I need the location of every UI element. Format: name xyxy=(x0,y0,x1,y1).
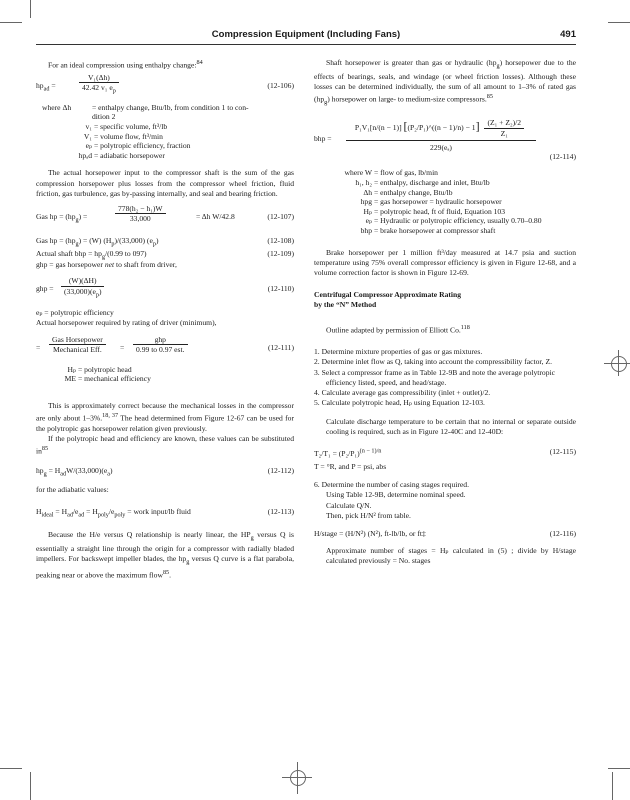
left-paragraph-4: Because the H/e versus Q relationship is nearly linear, the $HP_g$ versus Q is essentially a straight line through the origin for a compressor with radially bladed impellers. For backswept impeller blades, the $hp_g$ versus Q curve is a flat parabola, peaking near or above the maximum flow$^{85}$. xyxy=(36,529,294,580)
step-5: 5. Calculate polytropic head, Hₚ using Equation 12-103. xyxy=(314,398,485,408)
steps-list xyxy=(314,347,576,408)
right-where-list: where W = flow of gas, lb/min h₁, h₂ = enthalpy, discharge and inlet, Btu/lb Δh = enthalpy change, Btu/lb hpg = gas horsepower = hydraulic horsepower Hₚ = polytropic head, ft of fluid, Equation 103 eₚ = Hydraulic or polytropic efficiency, usually 0.70–0.80 bhp = brake horsepower at compressor shaft xyxy=(344,168,542,235)
left-intro: For an ideal compression using enthalpy change:$^{84}$ xyxy=(48,59,203,70)
left-where-list: where Δh = enthalpy change, Btu/lb, from condition 1 to con- dition 2 v₁ = specific volume, ft³/lb V₁ = volume flow, ft³/min eₚ = polytropic efficiency, fraction hpₐd = adiabatic horsepower xyxy=(42,102,249,160)
equation-12-106: $hp_{ad}$ = $\frac{\text{V₁(Δh)}}{42.42 v_1 e_p}$ (12-106) xyxy=(36,72,294,95)
equation-12-112: $hp_g = H_{ad}W/(33,000)(e_a)$ (12-112) xyxy=(36,465,294,478)
outline-note: Outline adapted by permission of Elliott Co.$^{118}$ xyxy=(326,323,470,335)
ep-definition: eₚ = polytropic efficiency xyxy=(36,308,114,318)
registration-mark-icon xyxy=(618,350,619,376)
crop-mark xyxy=(0,22,22,23)
actual-hp-line: Actual horsepower required by rating of driver (minimum), xyxy=(36,318,217,328)
crop-mark xyxy=(608,768,630,769)
registration-mark-icon xyxy=(297,762,298,794)
equation-12-114: bhp = P₁V₁[n/(n − 1)] [(P₂/P₁)^((n − 1)/n) − 1] $\frac{\text{(Z₁ + Z₂)/2}}{\text{Z₁}}$ 229(eₐ) (12-114) xyxy=(314,118,576,162)
equation-12-115: $T_2/T_1 = (P_2/P_1)^{(n - 1)/n}$ (12-115) xyxy=(314,446,576,459)
head-definitions: Hₚ = polytropic head ME = mechanical efficiency xyxy=(64,364,151,384)
header-title: Compression Equipment (Including Fans) xyxy=(211,29,401,40)
equation-12-107: Gas hp = $(hp_g)$ = $\frac{\text{778(h₂ − h₁)W}}{33,000}$ = Δh W/42.8 (12-107) xyxy=(36,203,294,224)
left-paragraph-1: The actual horsepower input to the compressor shaft is the sum of the gas compression horsepower plus losses from the compressor wheel friction, fluid friction, gas turbulence, gas by-passing internally, and seal and bearing friction. xyxy=(36,168,294,198)
equation-12-113: $H_{ideal} = H_{ad}/e_{ad} = H_{poly}/e_{poly}$ = work input/lb fluid (12-113) xyxy=(36,506,294,519)
crop-mark xyxy=(0,768,22,769)
crop-mark xyxy=(30,0,31,18)
crop-mark xyxy=(30,772,31,800)
registration-mark-icon xyxy=(611,356,627,372)
section-heading: Centrifugal Compressor Approximate Rating by the “N” Method xyxy=(314,290,462,310)
equation-12-110: ghp = $\frac{(W)(\Delta H)}{(33,000)(e_p)}$ (12-110) xyxy=(36,276,294,299)
running-header xyxy=(36,29,576,43)
step-6-block: 6. Determine the number of casing stages required. Using Table 12-9B, determine nominal speed. Calculate Q/N. Then, pick H/N² from table. xyxy=(314,480,576,521)
left-paragraph-2: This is approximately correct because the mechanical losses in the compressor are only about 1–3%.$^{18, 37}$ The head determined from Figure 12-67 can be used for the polytropic gas horsepower relation given previously. xyxy=(36,400,295,433)
right-paragraph-2: Brake horsepower per 1 million ft³/day measured at 14.7 psia and suction temperature using 75% overall compressor efficiency is given in Figure 12-68, and a volume correction factor is shown in Figure 12-69. xyxy=(314,247,576,277)
crop-mark xyxy=(612,772,613,800)
right-column xyxy=(314,58,576,566)
step-2: 2. Determine inlet flow as Q, taking into account the compressibility factor, Z. xyxy=(314,357,552,367)
step-6: 6. Determine the number of casing stages required. xyxy=(314,480,469,490)
temperature-definition: T = °R, and P = psi, abs xyxy=(314,461,387,471)
step-5-note: Calculate discharge temperature to be certain that no internal or separate outside cooling is required, such as in Figure 12-40C and 12-40D: xyxy=(326,416,576,436)
equation-12-111: = Gas Horsepower Mechanical Eff. = ghp 0.99 to 0.97 est. (12-111) xyxy=(36,334,294,355)
stages-note: Approximate number of stages = Hₚ calculated in (5) ; divide by H/stage calculated previously = No. stages xyxy=(326,545,576,566)
header-rule xyxy=(36,44,576,45)
step-3: 3. Select a compressor frame as in Table 12-9B and note the average polytropic efficiency listed, speed, and head/stage. xyxy=(314,367,555,387)
page-number: 491 xyxy=(560,29,576,40)
step-4: 4. Calculate average gas compressibility (inlet + outlet)/2. xyxy=(314,388,491,398)
adiabatic-line: for the adiabatic values: xyxy=(36,484,109,494)
equation-12-109: Actual shaft bhp = $hp_g/(0.99$ to 097) (12-109) xyxy=(36,248,294,261)
left-column xyxy=(36,58,294,580)
left-paragraph-3: If the polytropic head and efficiency are known, these values can be substituted $in^{85}$ xyxy=(36,433,294,456)
ghp-definition: ghp = gas horsepower net to shaft from driver, xyxy=(36,259,177,269)
equation-12-116: H/stage = (H/N²) (N²), ft-lb/lb, or ft‡ (12-116) xyxy=(314,528,576,538)
equation-12-108: Gas hp = $(hp_g) = (W)$ $(H_p)/(33,000)$ $(e_p)$ (12-108) xyxy=(36,235,294,248)
registration-mark-icon xyxy=(604,363,630,364)
right-paragraph-1: Shaft horsepower is greater than gas or hydraulic $(hp_g)$ horsepower due to the effects of bearings, seals, and windage (or wheel friction losses). Although these losses can be determined individually, the sum of all amount to 1–3% of rated gas $(hp_g)$ horsepower on large- to medium-size compressors.$^{85}$ xyxy=(314,58,576,107)
crop-mark xyxy=(608,22,630,23)
registration-mark-icon xyxy=(290,770,306,786)
step-1: 1. Determine mixture properties of gas or gas mixtures. xyxy=(314,347,483,357)
